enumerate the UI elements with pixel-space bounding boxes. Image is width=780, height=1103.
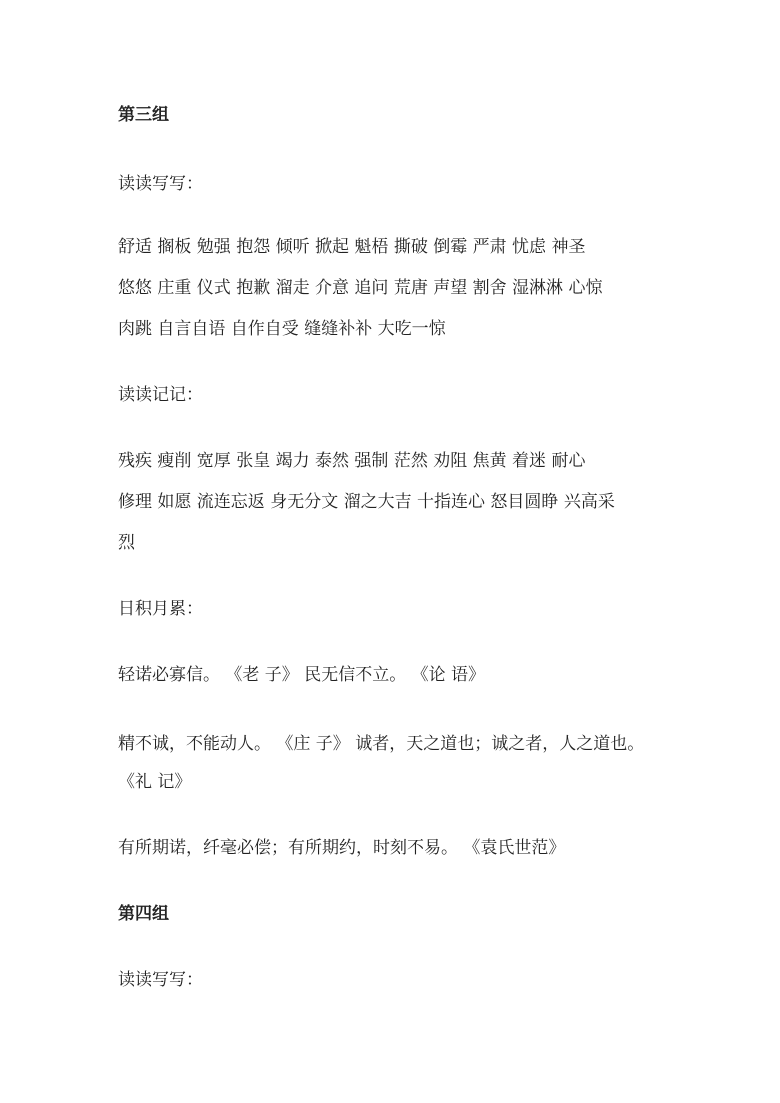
group4-read-write-label: 读读写写： [118, 970, 203, 990]
quote-line-1: 轻诺必寡信。 《老 子》 民无信不立。 《论 语》 [118, 665, 486, 685]
group3-read-remember-line-3: 烈 [118, 533, 135, 553]
group4-heading: 第四组 [118, 904, 169, 924]
group3-accumulate-label: 日积月累： [118, 599, 203, 619]
group3-read-write-line-1: 舒适 搁板 勉强 抱怨 倾听 掀起 魁梧 撕破 倒霉 严肃 忧虑 神圣 [118, 237, 586, 257]
quote-line-4: 有所期诺，纤毫必偿；有所期约，时刻不易。 《袁氏世范》 [118, 838, 566, 858]
group3-read-write-line-2: 悠悠 庄重 仪式 抱歉 溜走 介意 追问 荒唐 声望 割舍 湿淋淋 心惊 [118, 278, 603, 298]
group3-read-remember-line-1: 残疾 瘦削 宽厚 张皇 竭力 泰然 强制 茫然 劝阻 焦黄 着迷 耐心 [118, 451, 586, 471]
quote-line-3: 《礼 记》 [118, 772, 192, 792]
group3-read-write-line-3: 肉跳 自言自语 自作自受 缝缝补补 大吃一惊 [118, 319, 446, 339]
group3-read-write-label: 读读写写： [118, 174, 203, 194]
group3-read-remember-label: 读读记记： [118, 385, 203, 405]
group3-read-remember-line-2: 修理 如愿 流连忘返 身无分文 溜之大吉 十指连心 怒目圆睁 兴高采 [118, 492, 615, 512]
quote-line-2: 精不诚，不能动人。 《庄 子》 诚者，天之道也；诚之者，人之道也。 [118, 734, 645, 754]
group3-heading: 第三组 [118, 105, 169, 125]
